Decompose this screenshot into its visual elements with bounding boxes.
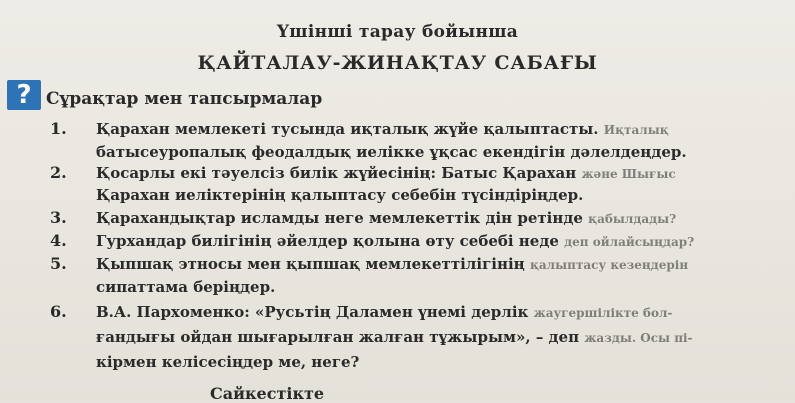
question-number: 5. [50, 254, 67, 273]
question-text-line: Қарахандықтар исламды неге мемлекеттік дін ретінде қабылдады? [96, 209, 677, 227]
chapter-subtitle: Үшінші тарау бойынша [276, 22, 519, 42]
question-text-line: Қосарлы екі тәуелсіз билік жүйесінің: Батыс Қарахан және Шығыс [96, 164, 676, 182]
question-number: 2. [50, 163, 67, 182]
question-text-line: Қыпшақ этносы мен қыпшақ мемлекеттілігінің қалыптасу кезеңдерін [96, 255, 689, 273]
question-mark-icon: ? [7, 80, 41, 110]
question-number: 6. [50, 302, 67, 321]
page-title: ҚАЙТАЛАУ-ЖИНАҚТАУ САБАҒЫ [197, 52, 598, 74]
question-text-line: ғандығы ойдан шығарылған жалған тұжырым», – деп жазды. Осы пі- [96, 328, 693, 346]
question-number: 4. [50, 231, 67, 250]
question-number: 1. [50, 119, 67, 138]
question-text-line: Гурхандар билігінің әйелдер қолына өту себебі неде деп ойлайсыңдар? [96, 232, 695, 250]
section-title: Сұрақтар мен тапсырмалар [46, 89, 323, 109]
question-text-line: сипаттама беріңдер. [96, 278, 276, 296]
question-text-line: Қарахан мемлекеті тусында иқталық жүйе қалыптасты. Иқталық [96, 120, 669, 138]
next-section-heading-partial: Сайкестікте [210, 384, 325, 403]
question-text-line: батысеуропалық феодалдық иелікке ұқсас екендігін дәлелдеңдер. [96, 143, 687, 161]
question-text-line: В.А. Пархоменко: «Русьтің Даламен үнемі дерлік жаугершілікте бол- [96, 303, 673, 321]
question-text-line: Қарахан иеліктерінің қалыптасу себебін түсіндіріңдер. [96, 186, 584, 204]
question-text-line: кірмен келісесіңдер ме, неге? [96, 353, 360, 371]
question-number: 3. [50, 208, 67, 227]
